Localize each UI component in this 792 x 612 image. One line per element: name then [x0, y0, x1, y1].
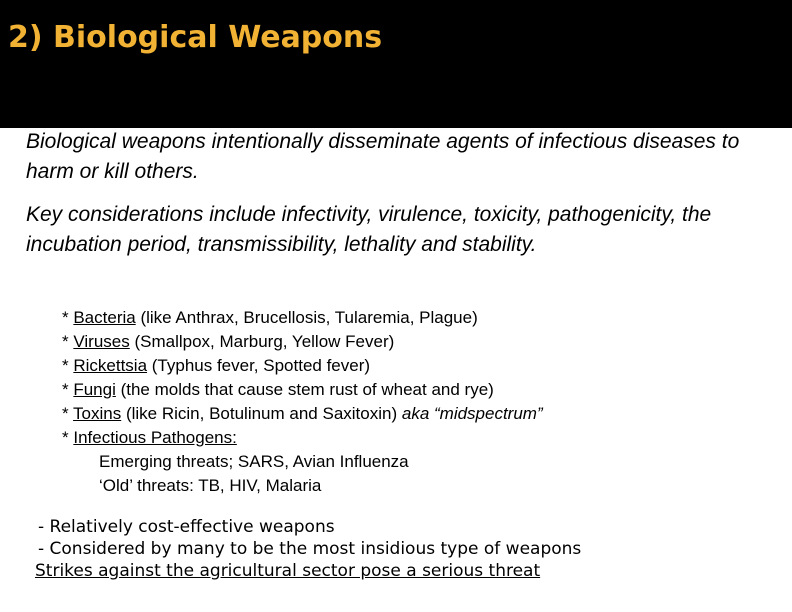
term-viruses: Viruses — [73, 332, 130, 351]
definition-paragraph: Biological weapons intentionally disseminate agents of infectious diseases to harm or kill others. — [26, 130, 740, 183]
bullet: * — [62, 428, 74, 447]
item-description: (Typhus fever, Spotted fever) — [147, 356, 371, 375]
midspectrum-note: aka “midspectrum” — [401, 404, 543, 423]
bullet: * — [62, 356, 74, 375]
term-infectious-pathogens: Infectious Pathogens: — [73, 428, 237, 447]
summary-notes — [35, 516, 581, 582]
item-description: (like Anthrax, Brucellosis, Tularemia, Plague) — [135, 308, 478, 327]
agent-list — [62, 306, 543, 498]
sub-item-old-threats: ‘Old’ threats: TB, HIV, Malaria — [99, 476, 322, 495]
list-item-viruses — [62, 330, 543, 354]
note-insidious: - Considered by many to be the most insidious type of weapons — [38, 539, 582, 559]
term-toxins: Toxins — [73, 404, 122, 423]
list-item-fungi — [62, 378, 543, 402]
item-description: (Smallpox, Marburg, Yellow Fever) — [129, 332, 395, 351]
list-item-toxins — [62, 402, 543, 426]
list-item-infectious-pathogens — [62, 426, 543, 450]
note-agricultural-threat: Strikes against the agricultural sector pose a serious threat — [35, 561, 541, 581]
term-fungi: Fungi — [73, 380, 116, 399]
note-cost-effective: - Relatively cost-effective weapons — [38, 517, 335, 537]
slide-title: 2) Biological Weapons — [8, 20, 383, 55]
title-bar — [0, 0, 792, 128]
list-item-bacteria — [62, 306, 543, 330]
term-rickettsia: Rickettsia — [73, 356, 148, 375]
sub-item-emerging-threats: Emerging threats; SARS, Avian Influenza — [99, 452, 409, 471]
bullet: * — [62, 332, 74, 351]
item-description: (the molds that cause stem rust of wheat and rye) — [115, 380, 494, 399]
list-item-rickettsia — [62, 354, 543, 378]
item-description: (like Ricin, Botulinum and Saxitoxin) — [121, 404, 402, 423]
bullet: * — [62, 404, 74, 423]
bullet: * — [62, 308, 74, 327]
considerations-paragraph: Key considerations include infectivity, virulence, toxicity, pathogenicity, the incubation period, transmissibility, lethality and stability. — [26, 203, 712, 256]
bullet: * — [62, 380, 74, 399]
term-bacteria: Bacteria — [73, 308, 136, 327]
